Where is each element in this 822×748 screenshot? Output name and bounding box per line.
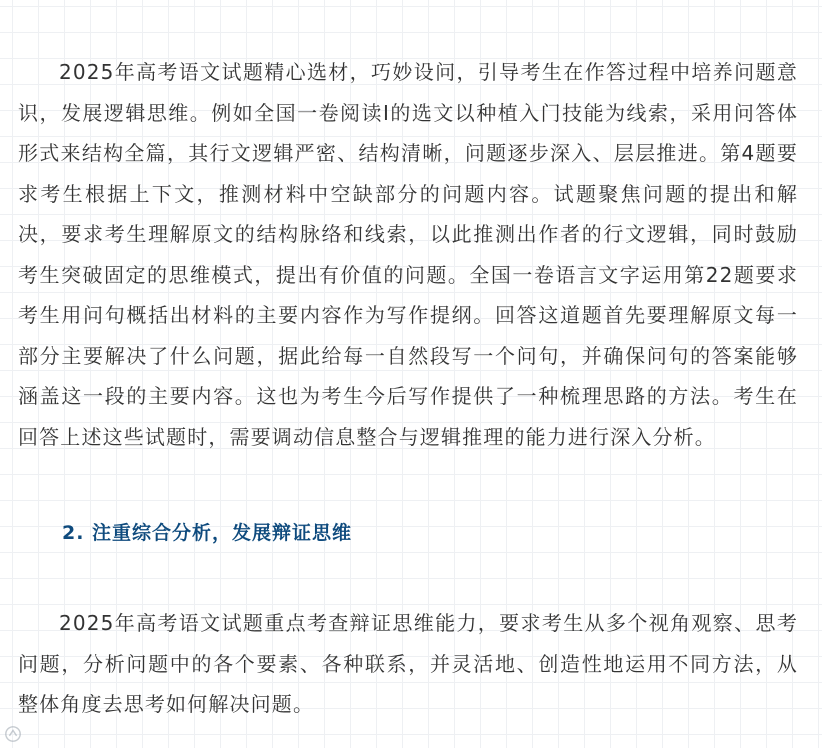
watermark (4, 722, 22, 746)
article-body (18, 52, 798, 725)
section-heading-text: 2. 注重综合分析，发展辩证思维 (62, 521, 353, 544)
article-paragraph: 2025年高考语文试题重点考查辩证思维能力，要求考生从多个视角观察、思考问题，分析问题中的各个要素、各种联系，并灵活地、创造性地运用不同方法，从整体角度去思考如何解决问题。 (18, 611, 798, 716)
section-heading (18, 511, 798, 551)
article-paragraph: 2025年高考语文试题精心选材，巧妙设问，引导考生在作答过程中培养问题意识，发展逻辑思维。例如全国一卷阅读I的选文以种植入门技能为线索，采用问答体形式来结构全篇，其行文逻辑严密、结构清晰，问题逐步深入、层层推进。第4题要求考生根据上下文，推测材料中空缺部分的问题内容。试题聚焦问题的提出和解决，要求考生理解原文的结构脉络和线索，以此推测出作者的行文逻辑，同时鼓励考生突破固定的思维模式，提出有价值的问题。全国一卷语言文字运用第22题要求考生用问句概括出材料的主要内容作为写作提纲。回答这道题首先要理解原文每一部分主要解决了什么问题，据此给每一自然段写一个问句，并确保问句的答案能够涵盖这一段的主要内容。这也为考生今后写作提供了一种梳理思路的方法。考生在回答上述这些试题时，需要调动信息整合与逻辑推理的能力进行深入分析。 (18, 60, 798, 449)
watermark-logo-icon (4, 725, 22, 743)
